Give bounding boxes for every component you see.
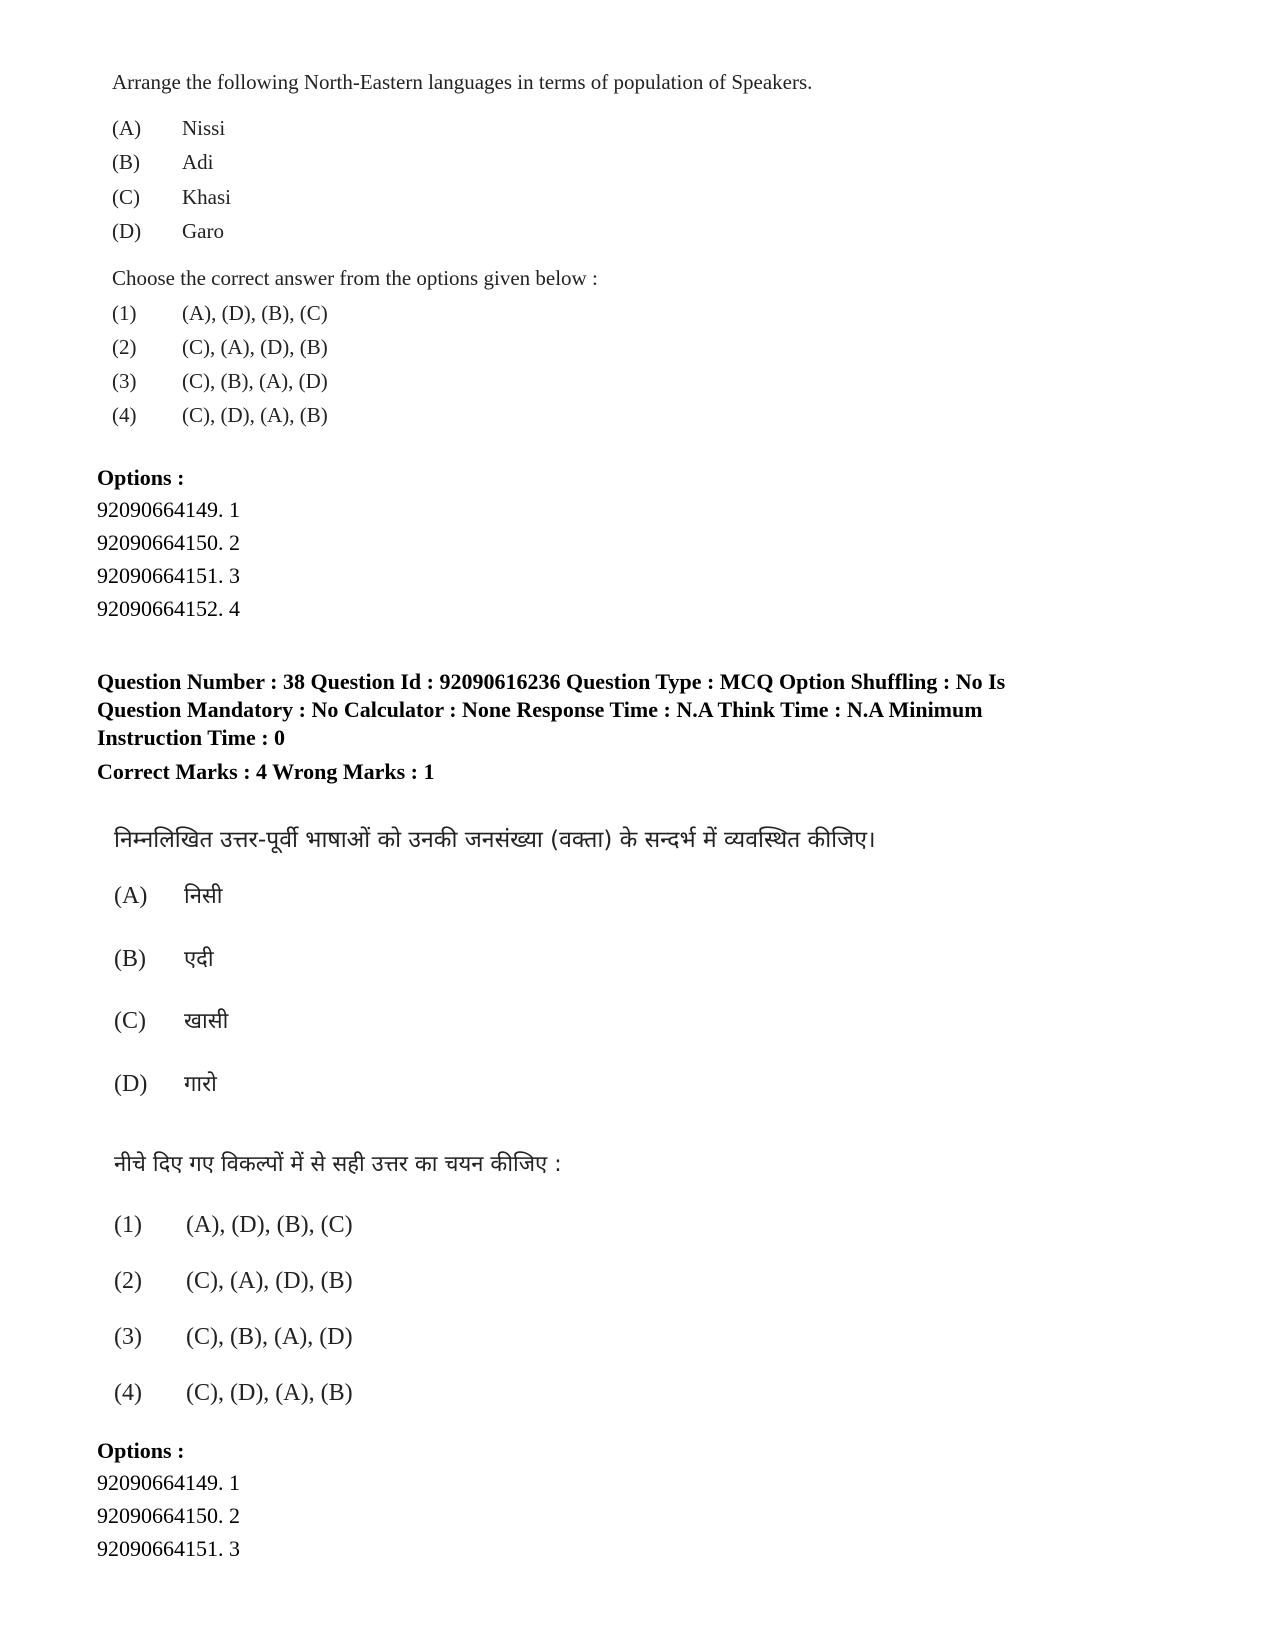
list-item xyxy=(112,219,224,244)
marks-line: Correct Marks : 4 Wrong Marks : 1 xyxy=(97,759,435,784)
answer-choice xyxy=(114,1324,353,1351)
answer-label: (2) xyxy=(112,335,137,359)
item-label: (C) xyxy=(114,1008,146,1034)
item-text: Adi xyxy=(182,150,214,174)
item-text: Nissi xyxy=(182,116,226,140)
option-line: 92090664151. 3 xyxy=(97,563,240,588)
option-line: 92090664152. 4 xyxy=(97,596,240,621)
list-item xyxy=(114,1068,217,1098)
answer-text: (C), (D), (A), (B) xyxy=(186,1380,353,1406)
option-line: 92090664150. 2 xyxy=(97,530,240,555)
list-item xyxy=(114,943,214,973)
question-stem: Arrange the following North-Eastern languages in terms of population of Speakers. xyxy=(112,70,813,94)
item-text: Garo xyxy=(182,219,224,243)
item-text: निसी xyxy=(184,884,223,909)
answer-choice xyxy=(112,403,328,428)
item-label: (D) xyxy=(114,1071,148,1097)
answer-text: (C), (A), (D), (B) xyxy=(182,335,328,359)
answer-choice xyxy=(114,1268,353,1295)
options-heading: Options : xyxy=(97,465,185,490)
answer-label: (1) xyxy=(112,301,137,325)
question-meta-line: Instruction Time : 0 xyxy=(97,725,286,750)
item-text: गारो xyxy=(184,1072,217,1097)
answer-choice xyxy=(112,335,328,360)
list-item xyxy=(112,150,214,175)
answer-choice xyxy=(112,301,328,326)
list-item xyxy=(114,880,222,910)
answer-text: (C), (B), (A), (D) xyxy=(182,369,328,393)
item-label: (A) xyxy=(114,883,148,909)
item-label: (B) xyxy=(112,150,140,174)
option-line: 92090664149. 1 xyxy=(97,1470,240,1495)
question-meta-line: Question Mandatory : No Calculator : None Response Time : N.A Think Time : N.A Minimum xyxy=(97,697,983,722)
answer-text: (C), (D), (A), (B) xyxy=(182,403,328,427)
answer-choice xyxy=(114,1380,353,1407)
choose-prompt: Choose the correct answer from the options given below : xyxy=(112,266,598,290)
option-line: 92090664151. 3 xyxy=(97,1536,240,1561)
item-label: (D) xyxy=(112,219,142,243)
list-item xyxy=(112,185,231,210)
item-label: (C) xyxy=(112,185,140,209)
option-line: 92090664149. 1 xyxy=(97,497,240,522)
answer-label: (4) xyxy=(112,403,137,427)
answer-label: (3) xyxy=(112,369,137,393)
answer-choice xyxy=(112,369,328,394)
item-text: एदी xyxy=(184,947,214,972)
answer-label: (3) xyxy=(114,1324,142,1350)
answer-text: (C), (B), (A), (D) xyxy=(186,1324,353,1350)
answer-text: (C), (A), (D), (B) xyxy=(186,1268,353,1294)
item-text: खासी xyxy=(184,1009,229,1034)
list-item xyxy=(114,1005,228,1035)
item-text: Khasi xyxy=(182,185,231,209)
answer-label: (4) xyxy=(114,1380,142,1406)
item-label: (A) xyxy=(112,116,142,140)
list-item xyxy=(112,116,225,141)
choose-prompt: नीचे दिए गए विकल्पों में से सही उत्तर का चयन कीजिए : xyxy=(114,1152,562,1177)
question-meta-line: Question Number : 38 Question Id : 92090616236 Question Type : MCQ Option Shuffling : No Is xyxy=(97,669,1006,694)
item-label: (B) xyxy=(114,946,146,972)
option-line: 92090664150. 2 xyxy=(97,1503,240,1528)
answer-text: (A), (D), (B), (C) xyxy=(186,1212,353,1238)
question-stem: निम्नलिखित उत्तर-पूर्वी भाषाओं को उनकी जनसंख्या (वक्ता) के सन्दर्भ में व्यवस्थित कीजिए। xyxy=(114,827,876,853)
answer-label: (1) xyxy=(114,1212,142,1238)
answer-text: (A), (D), (B), (C) xyxy=(182,301,328,325)
options-heading: Options : xyxy=(97,1438,185,1463)
answer-label: (2) xyxy=(114,1268,142,1294)
answer-choice xyxy=(114,1212,353,1239)
